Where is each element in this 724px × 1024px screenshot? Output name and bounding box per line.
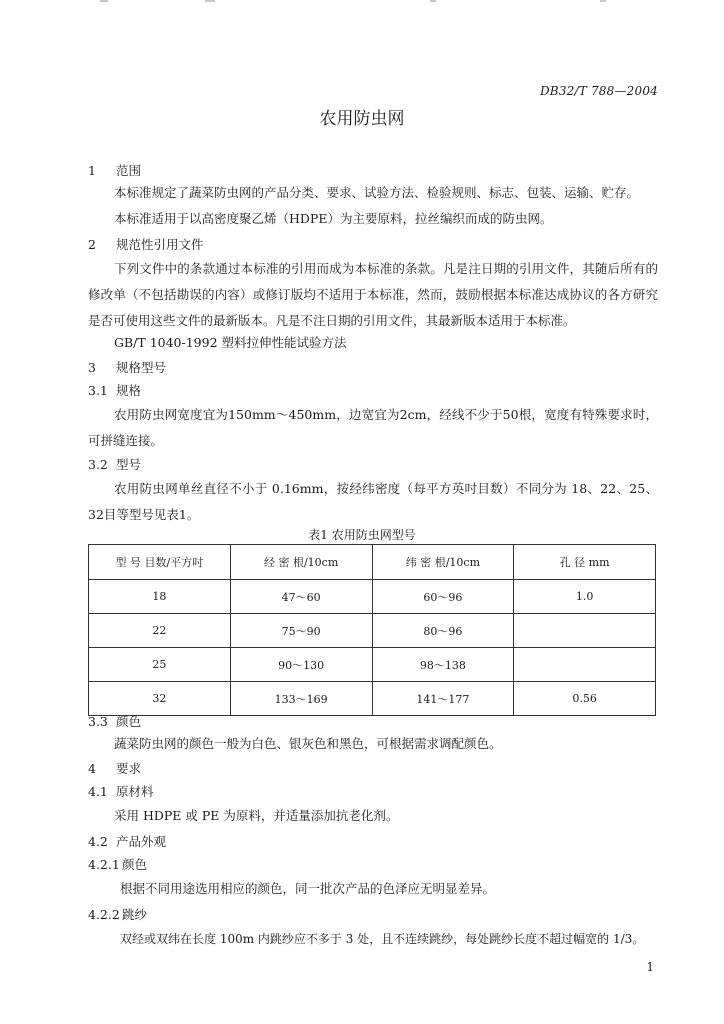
table-caption: 表1 农用防虫网型号: [308, 528, 416, 542]
section-title: 要求: [116, 761, 142, 776]
section-number: 4.2.2: [88, 907, 120, 922]
section-title: 规格型号: [116, 360, 167, 375]
table-row: [89, 682, 656, 716]
table-cell: [514, 648, 656, 682]
subsection-heading: [88, 782, 154, 800]
section-title: 型号: [116, 457, 142, 472]
subsection-heading: [88, 832, 166, 850]
table-cell: 18: [89, 580, 231, 614]
paragraph: 本标准适用于以高密度聚乙烯（HDPE）为主要原料，拉丝编织而成的防虫网。: [114, 211, 553, 226]
table-row: [89, 614, 656, 648]
document-title: 农用防虫网: [319, 109, 405, 129]
paragraph: 本标准规定了蔬菜防虫网的产品分类、要求、试验方法、检验规则、标志、包装、运输、贮存。: [114, 185, 640, 200]
section-heading: [88, 759, 141, 777]
page-number: 1: [646, 960, 654, 974]
section-title: 规格: [116, 383, 142, 398]
section-title: 规范性引用文件: [116, 237, 204, 252]
section-number: 3.1: [88, 383, 108, 398]
table-row: [89, 648, 656, 682]
section-number: 4.2.1: [88, 857, 120, 872]
section-number: 3: [88, 360, 96, 375]
scan-artifact: [600, 0, 606, 2]
paragraph: 采用 HDPE 或 PE 为原料，并适量添加抗老化剂。: [114, 808, 399, 823]
scan-artifact: [205, 0, 215, 2]
table-header-cell: 经 密 根/10cm: [230, 545, 372, 580]
table-cell: 133～169: [230, 682, 372, 716]
standard-code: DB32/T 788—2004: [539, 84, 658, 98]
table-cell: 25: [89, 648, 231, 682]
paragraph: 蔬菜防虫网的颜色一般为白色、银灰色和黑色，可根据需求调配颜色。: [114, 736, 502, 751]
table-cell: [514, 614, 656, 648]
table-cell: 75～90: [230, 614, 372, 648]
scan-artifact: [100, 0, 108, 2]
scan-artifact: [430, 0, 436, 2]
subsection-heading: [88, 381, 141, 399]
section-heading: [88, 161, 141, 179]
section-number: 4: [88, 761, 96, 776]
section-number: 3.3: [88, 714, 108, 729]
reference-item: GB/T 1040-1992 塑料拉伸性能试验方法: [114, 335, 347, 350]
section-number: 4.1: [88, 784, 108, 799]
section-number: 1: [88, 163, 96, 178]
section-title: 范围: [116, 163, 142, 178]
section-title: 颜色: [122, 857, 148, 872]
table-header-cell: 纬 密 根/10cm: [372, 545, 514, 580]
paragraph: 农用防虫网单丝直径不小于 0.16mm，按经纬密度（每平方英吋目数）不同分为 18、22、25、32目等型号见表1。: [88, 481, 658, 522]
table-cell: 98～138: [372, 648, 514, 682]
subsection-heading: [88, 712, 141, 730]
table-cell: 90～130: [230, 648, 372, 682]
section-heading: [88, 358, 166, 376]
subsubsection-heading: [88, 855, 147, 873]
table-cell: 22: [89, 614, 231, 648]
paragraph: 农用防虫网宽度宜为150mm～450mm，边宽宜为2cm，经线不少于50根，宽度有特殊要求时，可拼缝连接。: [88, 407, 658, 448]
table-header-row: [89, 545, 656, 580]
section-title: 颜色: [116, 714, 142, 729]
section-title: 产品外观: [116, 834, 167, 849]
table-cell: 141～177: [372, 682, 514, 716]
table-cell: 32: [89, 682, 231, 716]
table-header-cell: 型 号 目数/平方吋: [89, 545, 231, 580]
table-row: [89, 580, 656, 614]
section-title: 原材料: [116, 784, 154, 799]
subsubsection-heading: [88, 905, 147, 923]
paragraph: 双经或双纬在长度 100m 内跳纱应不多于 3 处，且不连续跳纱，每处跳纱长度不超过幅宽的 1/3。: [120, 932, 645, 946]
section-heading: [88, 235, 204, 253]
subsection-heading: [88, 455, 141, 473]
table-header-cell: 孔 径 mm: [514, 545, 656, 580]
spec-table: [88, 544, 656, 716]
table-cell: 1.0: [514, 580, 656, 614]
table-cell: 47～60: [230, 580, 372, 614]
section-title: 跳纱: [122, 907, 148, 922]
paragraph: 下列文件中的条款通过本标准的引用而成为本标准的条款。凡是注日期的引用文件，其随后所有的修改单（不包括勘误的内容）或修订版均不适用于本标准，然而，鼓励根据本标准达成协议的各方研究是否可使用这些文件的最新版本。凡是不注日期的引用文件，其最新版本适用于本标准。: [88, 261, 658, 328]
section-number: 3.2: [88, 457, 108, 472]
table-cell: 60～96: [372, 580, 514, 614]
paragraph: 根据不同用途选用相应的颜色，同一批次产品的色泽应无明显差异。: [120, 881, 496, 896]
table-cell: 80～96: [372, 614, 514, 648]
section-number: 4.2: [88, 834, 108, 849]
table-cell: 0.56: [514, 682, 656, 716]
section-number: 2: [88, 237, 96, 252]
